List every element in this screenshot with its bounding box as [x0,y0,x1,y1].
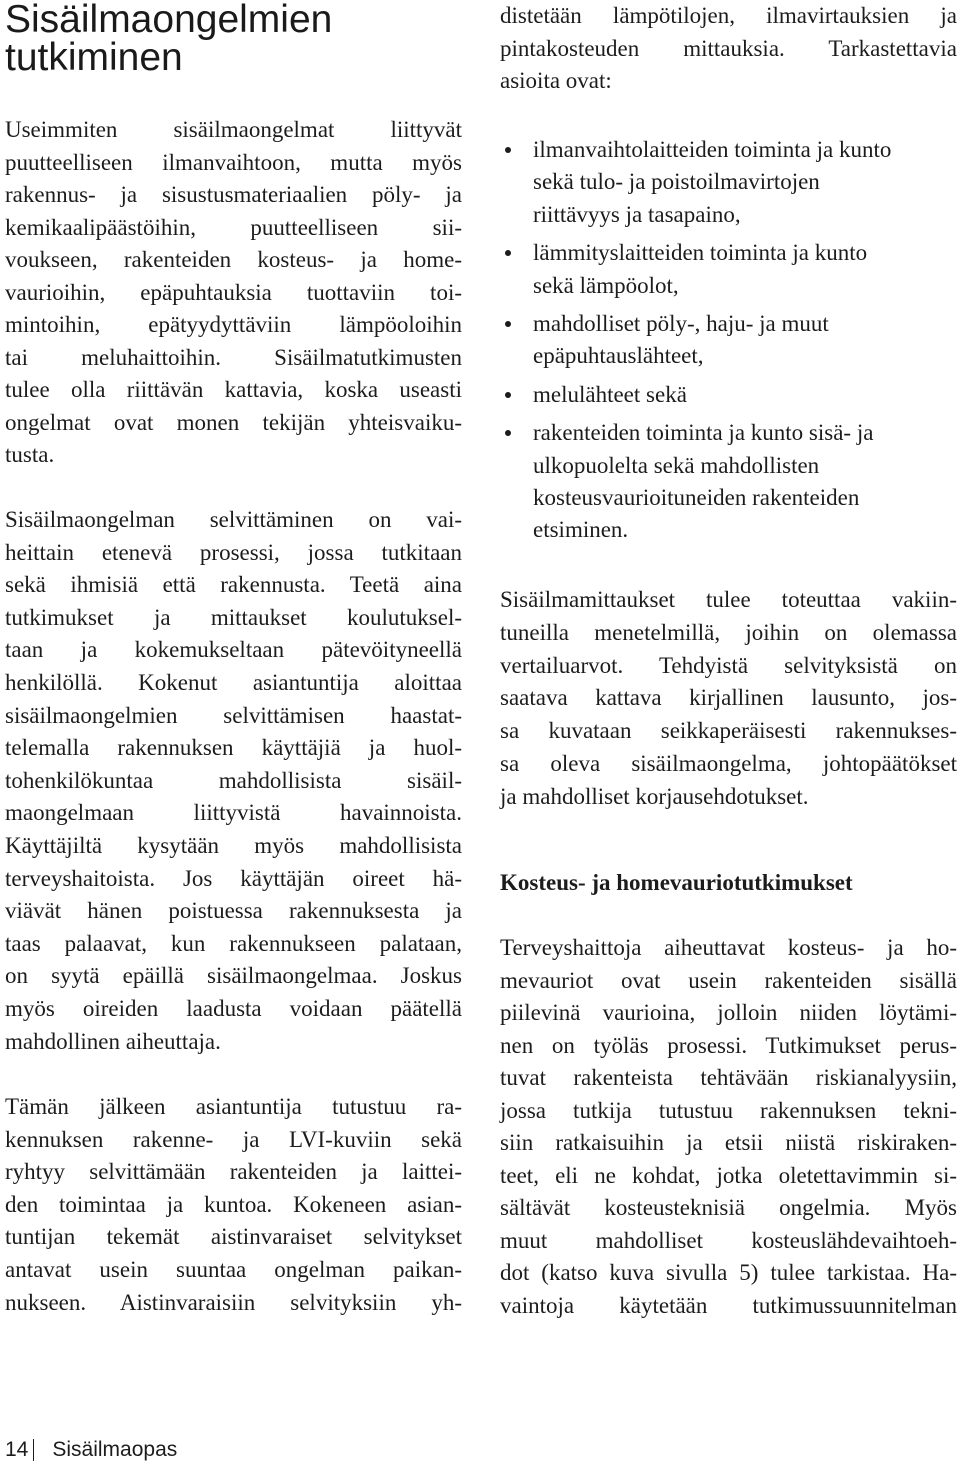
text-line: melulähteet sekä [533,381,687,407]
page-footer [5,1436,177,1464]
text-line: saatava kattava kirjallinen lausunto, jos- [500,685,957,711]
text-line: lämmityslaitteiden toiminta ja kunto [533,240,868,266]
text-line: ulkopuolelta sekä mahdollisten [533,452,820,478]
text-line: terveyshaitoista. Jos käyttäjän oireet hä- [5,865,462,891]
text-line: kemikaalipäästöihin, puutteelliseen sii- [5,214,462,240]
text-line: henkilöllä. Kokenut asiantuntija aloittaa [5,669,462,695]
text-line: den toimintaa ja kuntoa. Kokeneen asian- [5,1191,462,1217]
text-line: teet, eli ne kohdat, jotka oletettavimmin si- [500,1162,957,1188]
text-line: tulee olla riittävän kattavia, koska useasti [5,377,462,402]
text-line: tusta. [5,442,55,467]
body-paragraph [500,0,957,98]
text-line: ryhtyy selvittämään rakenteiden ja laittei- [5,1159,462,1185]
bullet-icon [505,250,511,256]
text-line: kosteusvaurioituneiden rakenteiden [533,485,860,511]
body-paragraph [5,504,462,1058]
text-line: rakenteiden toiminta ja kunto sisä- ja [533,420,874,446]
text-line: distetään lämpötilojen, ilmavirtauksien ja [500,3,957,28]
text-line: ilmanvaihtolaitteiden toiminta ja kunto [533,137,892,162]
text-line: myös oireiden laadusta voidaan päätellä [5,995,462,1021]
text-line: kennuksen rakenne- ja LVI-kuviin sekä [5,1126,462,1152]
footer-divider [33,1439,34,1461]
bullet-icon [505,321,511,327]
text-line: maongelmaan liittyvistä havainnoista. [5,800,462,826]
bullet-item [500,417,958,547]
text-line: sekä tulo- ja poistoilmavirtojen [533,169,820,195]
text-line: nukseen. Aistinvaraisiin selvityksiin yh- [5,1289,462,1315]
text-line: mintoihin, epätyydyttäviin lämpöoloihin [5,312,462,337]
bullet-icon [505,392,511,398]
page-title-line: tutkiminen [5,36,183,79]
page-number: 14 [5,1438,29,1461]
text-line: tuvat rakenteista tehtävään riskianalyysiin, [500,1065,957,1090]
page-title-line: Sisäilmaongelmien [5,0,333,41]
text-line: pintakosteuden mittauksia. Tarkastettavia [500,35,957,61]
bullet-list [500,134,958,553]
text-line: epäpuhtauslähteet, [533,343,704,369]
text-line: on syytä epäillä sisäilmaongelmaa. Joskus [5,963,462,989]
text-line: sekä ihmisiä että rakennusta. Teetä aina [5,572,462,598]
text-line: mahdolliset pöly-, haju- ja muut [533,311,829,337]
text-line: asioita ovat: [500,68,612,93]
text-line: rakennus- ja sisustusmateriaalien pöly- ja [5,182,462,207]
text-line: vaintoja käytetään tutkimussuunnitelman [500,1292,957,1318]
text-line: sa oleva sisäilmaongelma, johtopäätökset [500,750,957,776]
text-line: riittävyys ja tasapaino, [533,201,741,227]
text-line: vertailuarvot. Tehdyistä selvityksistä on [500,652,957,678]
page-title [5,1,445,77]
body-paragraph [5,114,462,472]
bullet-item [500,379,958,411]
text-line: dot (katso kuva sivulla 5) tulee tarkistaa. Ha- [500,1260,957,1285]
text-line: taan ja kokemukseltaan pätevöityneellä [5,637,462,663]
text-line: tutkimukset ja mittaukset koulutuksel- [5,604,462,630]
text-line: piilevinä vaurioina, jolloin niiden löytämi- [500,1000,957,1025]
text-line: heittain etenevä prosessi, jossa tutkitaan [5,539,462,565]
text-line: sältävät kosteusteknisiä ongelmia. Myös [500,1195,957,1220]
text-line: taas palaavat, kun rakennukseen palataan, [5,930,462,956]
text-line: nen on työläs prosessi. Tutkimukset perus- [500,1032,957,1058]
body-paragraph [500,932,957,1322]
text-line: siin ratkaisuihin ja etsii niistä riskiraken- [500,1130,957,1155]
text-line: voukseen, rakenteiden kosteus- ja home- [5,247,462,272]
text-line: sisäilmaongelmien selvittämisen haastat- [5,702,462,728]
text-line: Tämän jälkeen asiantuntija tutustuu ra- [5,1094,462,1119]
text-line: mevauriot ovat usein rakenteiden sisällä [500,967,957,993]
bullet-item [500,308,958,373]
text-line: Käyttäjiltä kysytään myös mahdollisista [5,832,462,858]
body-paragraph [5,1091,462,1319]
text-line: muut mahdolliset kosteuslähdevaihtoeh- [500,1227,957,1253]
text-line: jossa tutkija tutustuu rakennuksen tekni- [500,1097,957,1123]
text-line: sa kuvataan seikkaperäisesti rakennukses- [500,718,957,744]
text-line: antavat usein suuntaa ongelman paikan- [5,1256,462,1282]
bullet-item [500,134,958,231]
text-line: tuntijan tekemät aistinvaraiset selvitykset [5,1224,462,1250]
text-line: viävät hänen poistuessa rakennuksesta ja [5,898,462,924]
text-line: puutteelliseen ilmanvaihtoon, mutta myös [5,149,462,175]
bullet-icon [505,430,511,436]
section-heading: Kosteus- ja homevauriotutkimukset [500,870,853,895]
text-line: ja mahdolliset korjausehdotukset. [500,783,809,809]
text-line: sekä lämpöolot, [533,272,679,298]
publication-name: Sisäilmaopas [52,1438,178,1461]
text-line: vaurioihin, epäpuhtauksia tuottaviin toi- [5,279,462,305]
body-paragraph [500,584,957,814]
text-line: Terveyshaittoja aiheuttavat kosteus- ja ho- [500,935,957,960]
text-line: etsiminen. [533,517,629,543]
text-line: tohenkilökuntaa mahdollisista sisäil- [5,767,462,793]
text-line: telemalla rakennuksen käyttäjiä ja huol- [5,735,462,761]
text-line: mahdollinen aiheuttaja. [5,1028,221,1054]
bullet-icon [505,147,511,153]
text-line: tai meluhaittoihin. Sisäilmatutkimusten [5,344,462,370]
bullet-item [500,237,958,302]
text-line: Sisäilmaongelman selvittäminen on vai- [5,507,462,532]
text-line: Sisäilmamittaukset tulee toteuttaa vakiin- [500,587,957,612]
text-line: ongelmat ovat monen tekijän yhteisvaiku- [5,409,462,435]
text-line: tuneilla menetelmillä, joihin on olemassa [500,619,957,645]
text-line: Useimmiten sisäilmaongelmat liittyvät [5,117,462,142]
